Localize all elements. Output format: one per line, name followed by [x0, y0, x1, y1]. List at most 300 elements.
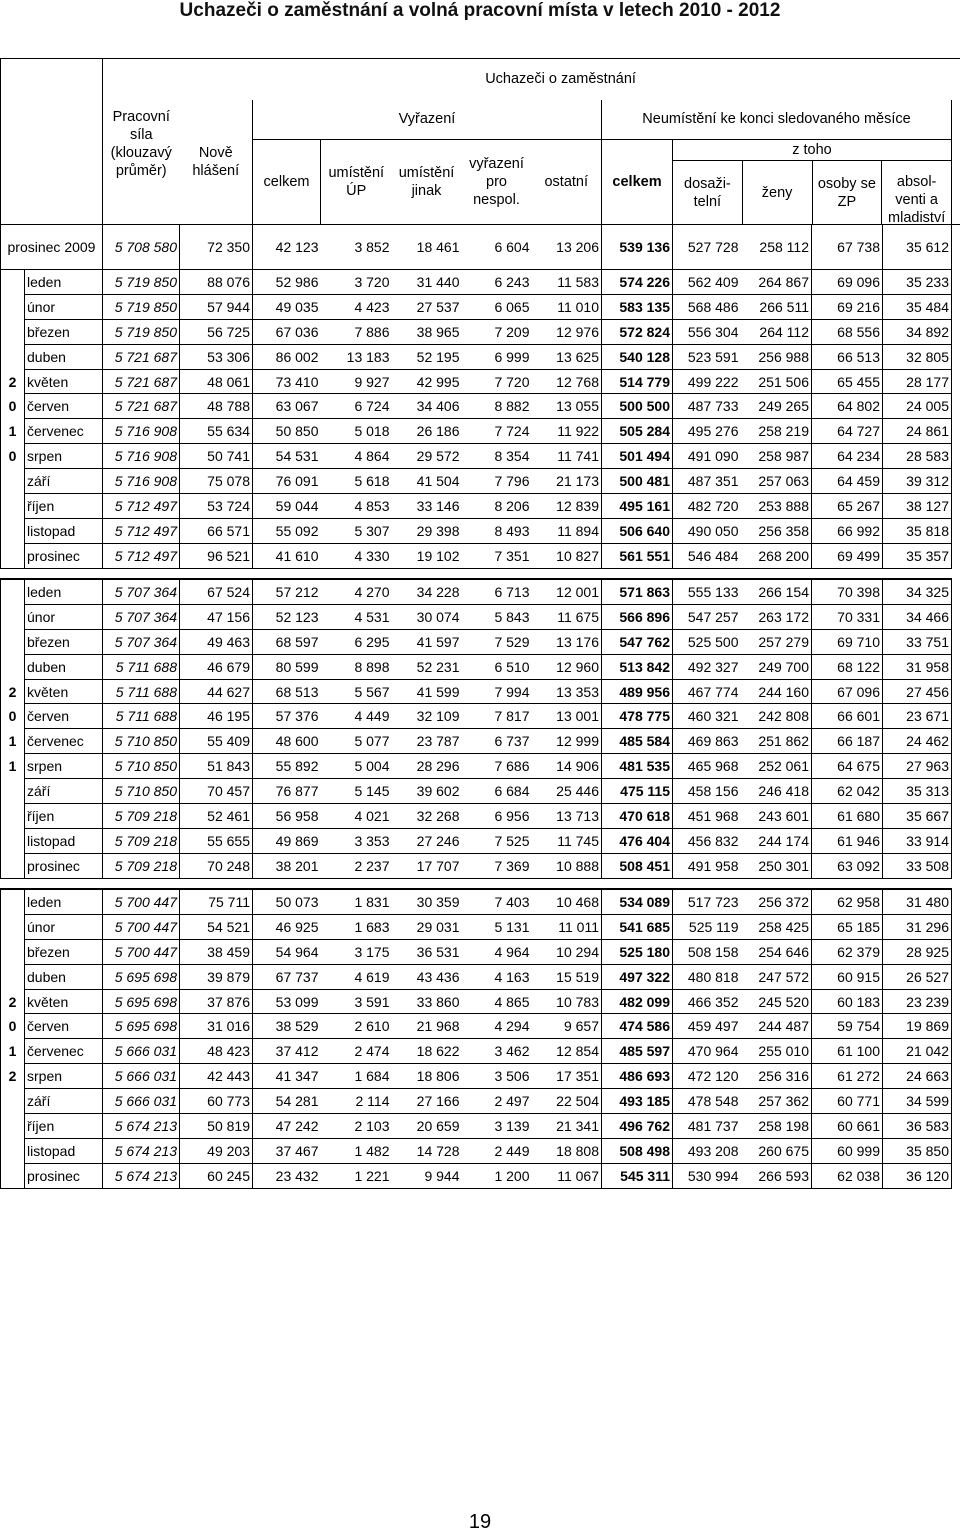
cell: 244 487 — [741, 1014, 812, 1039]
cell: 12 768 — [532, 369, 602, 394]
cell: 23 432 — [253, 1163, 321, 1188]
cell: 256 372 — [741, 889, 812, 914]
table-row — [1, 754, 960, 779]
table-row — [1, 579, 960, 604]
cell: 67 738 — [812, 225, 883, 270]
cell: 11 745 — [532, 828, 602, 853]
cell: 66 571 — [180, 518, 253, 543]
cell: 5 674 213 — [103, 1138, 180, 1163]
cell: 26 527 — [883, 964, 952, 989]
cell: 36 120 — [883, 1163, 952, 1188]
cell: 257 279 — [741, 629, 812, 654]
cell: 5 712 497 — [103, 518, 180, 543]
cell: 493 185 — [602, 1089, 673, 1114]
header-osoby-zp: osoby se ZP — [812, 161, 882, 224]
year-digit: 0 — [1, 394, 25, 419]
month-label: říjen — [25, 1114, 103, 1139]
cell: 57 212 — [253, 579, 321, 604]
cell: 69 499 — [812, 543, 883, 568]
cell: 31 480 — [883, 889, 952, 914]
table-row — [1, 419, 960, 444]
cell: 527 728 — [673, 225, 741, 270]
cell: 495 161 — [602, 494, 673, 519]
cell: 561 551 — [602, 543, 673, 568]
cell: 60 771 — [812, 1089, 883, 1114]
cell: 61 946 — [812, 828, 883, 853]
cell: 27 537 — [392, 294, 462, 319]
cell: 251 862 — [741, 729, 812, 754]
cell: 65 267 — [812, 494, 883, 519]
month-label: květen — [25, 679, 103, 704]
cell: 76 877 — [253, 779, 321, 804]
cell: 52 123 — [253, 604, 321, 629]
cell: 49 463 — [180, 629, 253, 654]
year-digit: 2 — [1, 369, 25, 394]
cell: 34 466 — [883, 604, 952, 629]
cell: 62 958 — [812, 889, 883, 914]
cell: 17 707 — [392, 853, 462, 878]
cell: 556 304 — [673, 319, 741, 344]
cell: 65 185 — [812, 914, 883, 939]
cell: 508 158 — [673, 939, 741, 964]
table-row — [1, 914, 960, 939]
cell: 7 351 — [462, 543, 532, 568]
cell: 7 369 — [462, 853, 532, 878]
cell: 60 183 — [812, 989, 883, 1014]
cell: 508 498 — [602, 1138, 673, 1163]
cell: 33 914 — [883, 828, 952, 853]
cell: 5 695 698 — [103, 989, 180, 1014]
cell: 55 892 — [253, 754, 321, 779]
table-row — [1, 543, 960, 568]
cell: 5 004 — [321, 754, 392, 779]
cell: 55 092 — [253, 518, 321, 543]
cell: 4 531 — [321, 604, 392, 629]
cell: 470 964 — [673, 1039, 741, 1064]
month-label: červenec — [25, 419, 103, 444]
cell: 451 968 — [673, 804, 741, 829]
cell: 23 671 — [883, 704, 952, 729]
cell: 14 728 — [392, 1138, 462, 1163]
cell: 6 684 — [462, 779, 532, 804]
cell: 24 663 — [883, 1064, 952, 1089]
cell: 481 737 — [673, 1114, 741, 1139]
cell: 23 787 — [392, 729, 462, 754]
cell: 37 412 — [253, 1039, 321, 1064]
cell: 66 187 — [812, 729, 883, 754]
cell: 29 572 — [392, 444, 462, 469]
cell: 5 666 031 — [103, 1089, 180, 1114]
cell: 11 011 — [532, 914, 602, 939]
cell: 3 720 — [321, 270, 392, 295]
month-label: listopad — [25, 518, 103, 543]
cell: 500 481 — [602, 469, 673, 494]
year-digit: 1 — [1, 754, 25, 779]
cell: 555 133 — [673, 579, 741, 604]
cell: 64 727 — [812, 419, 883, 444]
cell: 5 710 850 — [103, 729, 180, 754]
cell: 64 675 — [812, 754, 883, 779]
cell: 7 403 — [462, 889, 532, 914]
cell: 41 599 — [392, 679, 462, 704]
cell: 500 500 — [602, 394, 673, 419]
year-digit — [1, 1089, 25, 1114]
month-label: prosinec — [25, 543, 103, 568]
cell: 47 156 — [180, 604, 253, 629]
cell: 66 601 — [812, 704, 883, 729]
table-row — [1, 469, 960, 494]
cell: 493 208 — [673, 1138, 741, 1163]
cell: 55 634 — [180, 419, 253, 444]
cell: 5 711 688 — [103, 679, 180, 704]
cell: 21 173 — [532, 469, 602, 494]
cell: 31 296 — [883, 914, 952, 939]
cell: 243 601 — [741, 804, 812, 829]
table-row — [1, 1039, 960, 1064]
cell: 33 751 — [883, 629, 952, 654]
cell: 540 128 — [602, 344, 673, 369]
cell: 57 944 — [180, 294, 253, 319]
cell: 35 612 — [883, 225, 952, 270]
header-pracovni-sila: Pracovní síla (klouzavý průměr) — [103, 100, 180, 225]
cell: 64 802 — [812, 394, 883, 419]
cell: 13 353 — [532, 679, 602, 704]
year-digit — [1, 319, 25, 344]
cell: 1 684 — [321, 1064, 392, 1089]
cell: 48 600 — [253, 729, 321, 754]
year-digit: 0 — [1, 1014, 25, 1039]
cell: 541 685 — [602, 914, 673, 939]
cell: 257 063 — [741, 469, 812, 494]
cell: 18 461 — [392, 225, 462, 270]
cell: 62 042 — [812, 779, 883, 804]
cell: 62 379 — [812, 939, 883, 964]
cell: 96 521 — [180, 543, 253, 568]
header-umisteni-up: umístění ÚP — [321, 140, 392, 225]
cell: 568 486 — [673, 294, 741, 319]
cell: 35 818 — [883, 518, 952, 543]
table-row — [1, 319, 960, 344]
cell: 69 096 — [812, 270, 883, 295]
cell: 46 195 — [180, 704, 253, 729]
cell: 63 092 — [812, 853, 883, 878]
cell: 8 898 — [321, 654, 392, 679]
cell: 11 741 — [532, 444, 602, 469]
cell: 18 808 — [532, 1138, 602, 1163]
cell: 73 410 — [253, 369, 321, 394]
cell: 19 102 — [392, 543, 462, 568]
cell: 5 721 687 — [103, 394, 180, 419]
year-digit: 0 — [1, 704, 25, 729]
cell: 31 016 — [180, 1014, 253, 1039]
cell: 53 724 — [180, 494, 253, 519]
cell: 244 174 — [741, 828, 812, 853]
cell: 250 301 — [741, 853, 812, 878]
table-row — [1, 444, 960, 469]
cell: 481 535 — [602, 754, 673, 779]
cell: 86 002 — [253, 344, 321, 369]
cell: 10 294 — [532, 939, 602, 964]
cell: 34 599 — [883, 1089, 952, 1114]
table-row — [1, 1089, 960, 1114]
cell: 2 237 — [321, 853, 392, 878]
table-2011 — [0, 578, 960, 879]
year-digit — [1, 1114, 25, 1139]
cell: 67 036 — [253, 319, 321, 344]
cell: 37 467 — [253, 1138, 321, 1163]
cell: 28 177 — [883, 369, 952, 394]
year-digit — [1, 629, 25, 654]
cell: 258 425 — [741, 914, 812, 939]
cell: 27 166 — [392, 1089, 462, 1114]
cell: 5 307 — [321, 518, 392, 543]
cell: 5 710 850 — [103, 779, 180, 804]
cell: 38 529 — [253, 1014, 321, 1039]
cell: 6 243 — [462, 270, 532, 295]
cell: 2 497 — [462, 1089, 532, 1114]
cell: 5 695 698 — [103, 964, 180, 989]
cell: 467 774 — [673, 679, 741, 704]
cell: 4 964 — [462, 939, 532, 964]
header-vyrazeni-nespol: vyřazení pro nespol. — [462, 140, 532, 225]
month-label: březen — [25, 629, 103, 654]
year-digit — [1, 1138, 25, 1163]
cell: 475 115 — [602, 779, 673, 804]
cell: 8 354 — [462, 444, 532, 469]
cell: 47 242 — [253, 1114, 321, 1139]
cell: 7 525 — [462, 828, 532, 853]
cell: 5 721 687 — [103, 344, 180, 369]
cell: 5 712 497 — [103, 494, 180, 519]
cell: 52 986 — [253, 270, 321, 295]
year-digit — [1, 1163, 25, 1188]
cell: 506 640 — [602, 518, 673, 543]
year-digit: 2 — [1, 989, 25, 1014]
cell: 491 958 — [673, 853, 741, 878]
cell: 583 135 — [602, 294, 673, 319]
cell: 5 707 364 — [103, 604, 180, 629]
cell: 4 423 — [321, 294, 392, 319]
cell: 4 163 — [462, 964, 532, 989]
cell: 56 958 — [253, 804, 321, 829]
cell: 50 819 — [180, 1114, 253, 1139]
cell: 9 927 — [321, 369, 392, 394]
cell: 48 061 — [180, 369, 253, 394]
cell: 18 622 — [392, 1039, 462, 1064]
cell: 496 762 — [602, 1114, 673, 1139]
header-celkem: celkem — [253, 140, 321, 225]
cell: 5 666 031 — [103, 1039, 180, 1064]
cell: 50 073 — [253, 889, 321, 914]
header-neum-celkem: celkem — [602, 140, 673, 225]
cell: 21 042 — [883, 1039, 952, 1064]
cell: 249 265 — [741, 394, 812, 419]
cell: 24 861 — [883, 419, 952, 444]
table-row — [1, 779, 960, 804]
cell: 49 035 — [253, 294, 321, 319]
cell: 70 457 — [180, 779, 253, 804]
cell: 2 449 — [462, 1138, 532, 1163]
cell: 88 076 — [180, 270, 253, 295]
year-digit — [1, 469, 25, 494]
cell: 6 510 — [462, 654, 532, 679]
cell: 571 863 — [602, 579, 673, 604]
cell: 465 968 — [673, 754, 741, 779]
cell: 8 493 — [462, 518, 532, 543]
cell: 30 359 — [392, 889, 462, 914]
cell: 41 610 — [253, 543, 321, 568]
cell: 525 180 — [602, 939, 673, 964]
cell: 7 529 — [462, 629, 532, 654]
cell: 260 675 — [741, 1138, 812, 1163]
cell: 23 239 — [883, 989, 952, 1014]
cell: 5 708 580 — [103, 225, 180, 270]
cell: 61 100 — [812, 1039, 883, 1064]
cell: 35 313 — [883, 779, 952, 804]
cell: 486 693 — [602, 1064, 673, 1089]
cell: 266 511 — [741, 294, 812, 319]
cell: 52 195 — [392, 344, 462, 369]
cell: 12 839 — [532, 494, 602, 519]
month-label: leden — [25, 889, 103, 914]
cell: 12 999 — [532, 729, 602, 754]
cell: 27 456 — [883, 679, 952, 704]
table-row — [1, 804, 960, 829]
cell: 4 449 — [321, 704, 392, 729]
cell: 10 783 — [532, 989, 602, 1014]
cell: 459 497 — [673, 1014, 741, 1039]
month-label: únor — [25, 604, 103, 629]
cell: 70 248 — [180, 853, 253, 878]
table-row — [1, 964, 960, 989]
year-digit: 0 — [1, 444, 25, 469]
header-umisteni-jinak: umístění jinak — [392, 140, 462, 225]
cell: 21 968 — [392, 1014, 462, 1039]
cell: 4 865 — [462, 989, 532, 1014]
cell: 5 843 — [462, 604, 532, 629]
header-z-toho-group — [673, 140, 952, 225]
cell: 11 922 — [532, 419, 602, 444]
cell: 2 103 — [321, 1114, 392, 1139]
cell: 13 055 — [532, 394, 602, 419]
cell: 54 521 — [180, 914, 253, 939]
header-uchazeci: Uchazeči o zaměstnání — [103, 59, 960, 100]
cell: 53 099 — [253, 989, 321, 1014]
row-label-2009: prosinec 2009 — [1, 225, 103, 270]
cell: 476 404 — [602, 828, 673, 853]
cell: 10 888 — [532, 853, 602, 878]
cell: 24 462 — [883, 729, 952, 754]
cell: 489 956 — [602, 679, 673, 704]
cell: 244 160 — [741, 679, 812, 704]
month-label: září — [25, 469, 103, 494]
cell: 41 597 — [392, 629, 462, 654]
cell: 5 674 213 — [103, 1114, 180, 1139]
cell: 35 484 — [883, 294, 952, 319]
cell: 485 584 — [602, 729, 673, 754]
table-row — [1, 889, 960, 914]
year-digit — [1, 654, 25, 679]
cell: 34 228 — [392, 579, 462, 604]
year-digit: 2 — [1, 1064, 25, 1089]
cell: 51 843 — [180, 754, 253, 779]
cell: 3 852 — [321, 225, 392, 270]
cell: 469 863 — [673, 729, 741, 754]
cell: 508 451 — [602, 853, 673, 878]
month-label: leden — [25, 579, 103, 604]
cell: 49 869 — [253, 828, 321, 853]
cell: 70 331 — [812, 604, 883, 629]
cell: 76 091 — [253, 469, 321, 494]
table-row — [1, 629, 960, 654]
year-digit: 1 — [1, 1039, 25, 1064]
cell: 43 436 — [392, 964, 462, 989]
table-2012 — [0, 888, 960, 1189]
cell: 19 869 — [883, 1014, 952, 1039]
cell: 472 120 — [673, 1064, 741, 1089]
cell: 474 586 — [602, 1014, 673, 1039]
table-row — [1, 729, 960, 754]
cell: 8 206 — [462, 494, 532, 519]
cell: 39 602 — [392, 779, 462, 804]
cell: 60 245 — [180, 1163, 253, 1188]
cell: 482 099 — [602, 989, 673, 1014]
cell: 5 700 447 — [103, 889, 180, 914]
month-label: září — [25, 779, 103, 804]
cell: 11 010 — [532, 294, 602, 319]
cell: 539 136 — [602, 225, 673, 270]
table-row — [1, 654, 960, 679]
table-row — [1, 828, 960, 853]
table-2010 — [0, 58, 960, 569]
cell: 5 567 — [321, 679, 392, 704]
cell: 12 960 — [532, 654, 602, 679]
month-label: říjen — [25, 494, 103, 519]
table-row — [1, 294, 960, 319]
cell: 266 154 — [741, 579, 812, 604]
table-row — [1, 494, 960, 519]
table-row — [1, 1114, 960, 1139]
cell: 38 201 — [253, 853, 321, 878]
cell: 17 351 — [532, 1064, 602, 1089]
cell: 32 109 — [392, 704, 462, 729]
cell: 69 710 — [812, 629, 883, 654]
cell: 264 867 — [741, 270, 812, 295]
cell: 13 206 — [532, 225, 602, 270]
cell: 75 078 — [180, 469, 253, 494]
table-row — [1, 704, 960, 729]
cell: 7 724 — [462, 419, 532, 444]
cell: 246 418 — [741, 779, 812, 804]
cell: 18 806 — [392, 1064, 462, 1089]
cell: 523 591 — [673, 344, 741, 369]
month-label: listopad — [25, 1138, 103, 1163]
cell: 69 216 — [812, 294, 883, 319]
cell: 34 325 — [883, 579, 952, 604]
month-label: srpen — [25, 1064, 103, 1089]
cell: 33 146 — [392, 494, 462, 519]
cell: 46 925 — [253, 914, 321, 939]
cell: 480 818 — [673, 964, 741, 989]
header-nove-hlaseni: Nově hlášení — [180, 100, 253, 225]
cell: 487 733 — [673, 394, 741, 419]
cell: 256 988 — [741, 344, 812, 369]
year-digit — [1, 779, 25, 804]
cell: 59 044 — [253, 494, 321, 519]
cell: 5 700 447 — [103, 939, 180, 964]
year-digit — [1, 804, 25, 829]
cell: 3 506 — [462, 1064, 532, 1089]
